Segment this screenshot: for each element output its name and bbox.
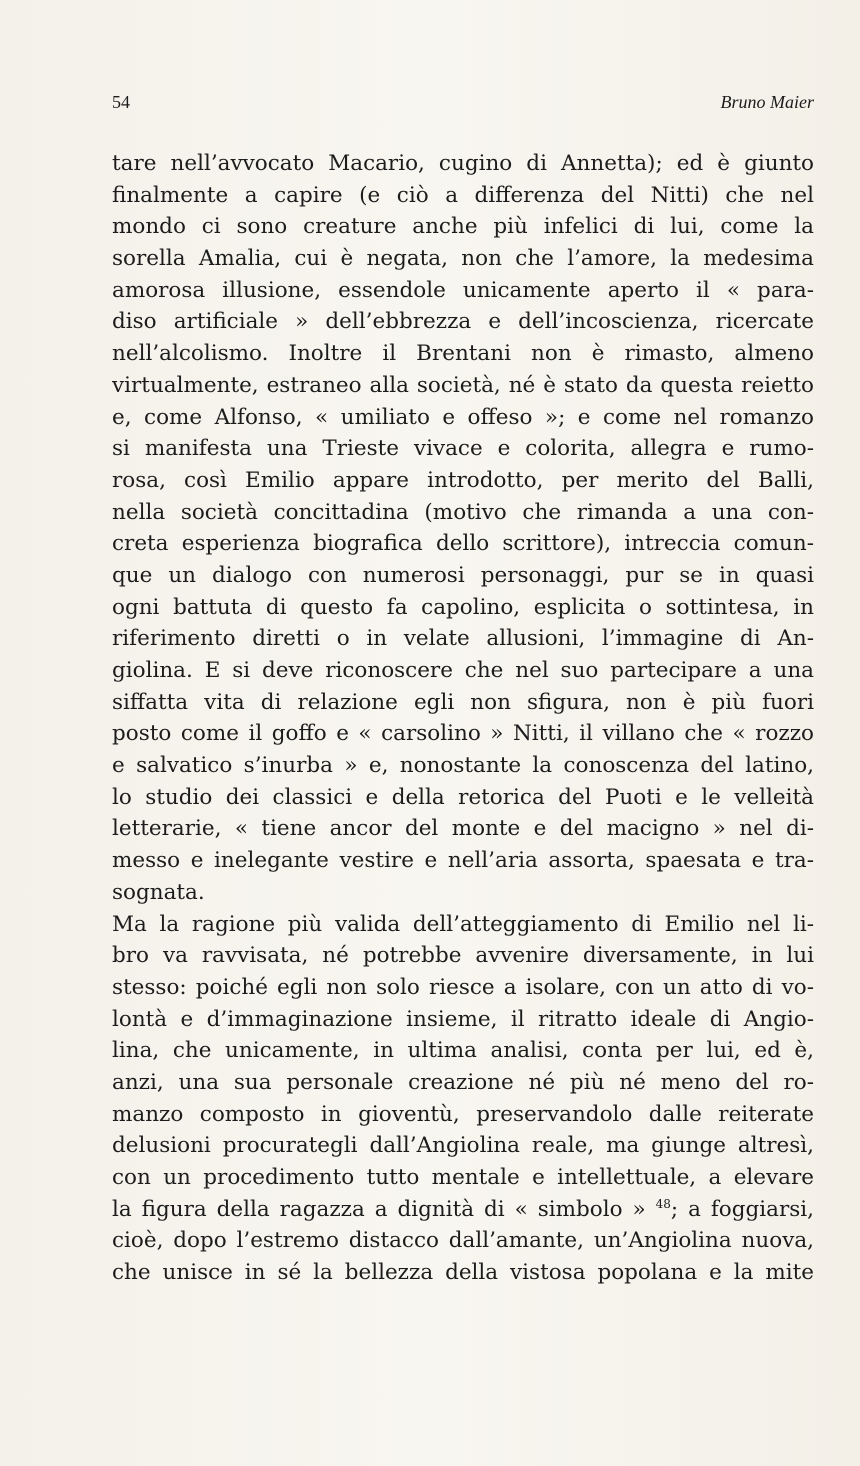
text-line: e salvatico s’inurba » e, nonostante la conoscenza del latino, — [112, 753, 814, 779]
text-line: giolina. E si deve riconoscere che nel suo partecipare a una — [112, 658, 814, 683]
text-line: cioè, dopo l’estremo distacco dall’amante, un’Angiolina nuova, — [112, 1228, 814, 1254]
text-line: si manifesta una Trieste vivace e colorita, allegra e rumo- — [112, 436, 814, 462]
page-header — [112, 92, 814, 116]
text-line: lo studio dei classici e della retorica del Puoti e le velleità — [112, 784, 814, 810]
text-line: diso artificiale » dell’ebbrezza e dell’incoscienza, ricercate — [112, 309, 814, 335]
text-line: riferimento diretti o in velate allusioni, l’immagine di An- — [112, 626, 814, 652]
text-line: sorella Amalia, cui è negata, non che l’amore, la medesima — [112, 246, 814, 272]
text-line: letterarie, « tiene ancor del monte e del macigno » nel di- — [112, 816, 814, 842]
text-line: amorosa illusione, essendole unicamente aperto il « para- — [112, 277, 814, 303]
body-text — [112, 148, 814, 1289]
text-line-with-footnote — [112, 1194, 814, 1226]
text-line: siffatta vita di relazione egli non sfigura, non è più fuori — [112, 689, 814, 715]
footnote-reference[interactable]: 48 — [655, 1196, 671, 1211]
text-line: nella società concittadina (motivo che rimanda a una con- — [112, 499, 814, 525]
text-line: anzi, una sua personale creazione né più né meno del ro- — [112, 1069, 814, 1095]
text-line: finalmente a capire (e ciò a differenza del Nitti) che nel — [112, 182, 814, 208]
line-text-tail: ; a foggiarsi, — [670, 1196, 814, 1222]
text-line: con un procedimento tutto mentale e intellettuale, a elevare — [112, 1165, 814, 1190]
paragraph-end-line: sognata. — [112, 879, 205, 905]
text-line: mondo ci sono creature anche più infelici di lui, come la — [112, 214, 814, 240]
text-line: lontà e d’immaginazione insieme, il ritratto ideale di Angio- — [112, 1006, 814, 1032]
running-head-author: Bruno Maier — [720, 92, 814, 112]
text-line: delusioni procurategli dall’Angiolina reale, ma giunge altresì, — [112, 1133, 814, 1159]
text-line: bro va ravvisata, né potrebbe avvenire diversamente, in lui — [112, 943, 814, 969]
text-line: creta esperienza biografica dello scrittore), intreccia comun- — [112, 531, 814, 557]
text-line: Ma la ragione più valida dell’atteggiamento di Emilio nel li- — [112, 911, 814, 937]
text-line: virtualmente, estraneo alla società, né è stato da questa reietto — [112, 372, 814, 398]
text-line: rosa, così Emilio appare introdotto, per merito del Balli, — [112, 467, 814, 493]
text-line: posto come il goffo e « carsolino » Nitti, il villano che « rozzo — [112, 721, 814, 747]
text-line: tare nell’avvocato Macario, cugino di Annetta); ed è giunto — [112, 151, 814, 176]
text-line: che unisce in sé la bellezza della vistosa popolana e la mite — [112, 1260, 814, 1286]
text-line: que un dialogo con numerosi personaggi, pur se in quasi — [112, 562, 814, 588]
text-line: lina, che unicamente, in ultima analisi, conta per lui, ed è, — [112, 1038, 814, 1064]
text-line: nell’alcolismo. Inoltre il Brentani non è rimasto, almeno — [112, 341, 814, 367]
text-line: manzo composto in gioventù, preservandolo dalle reiterate — [112, 1101, 814, 1127]
text-line: ogni battuta di questo fa capolino, esplicita o sottintesa, in — [112, 594, 814, 620]
page-number: 54 — [112, 92, 130, 112]
text-line: stesso: poiché egli non solo riesce a isolare, con un atto di vo- — [112, 974, 814, 1000]
text-line: messo e inelegante vestire e nell’aria assorta, spaesata e tra- — [112, 848, 814, 874]
line-text: la figura della ragazza a dignità di « simbolo » — [112, 1196, 646, 1222]
text-line: e, come Alfonso, « umiliato e offeso »; e come nel romanzo — [112, 404, 814, 430]
